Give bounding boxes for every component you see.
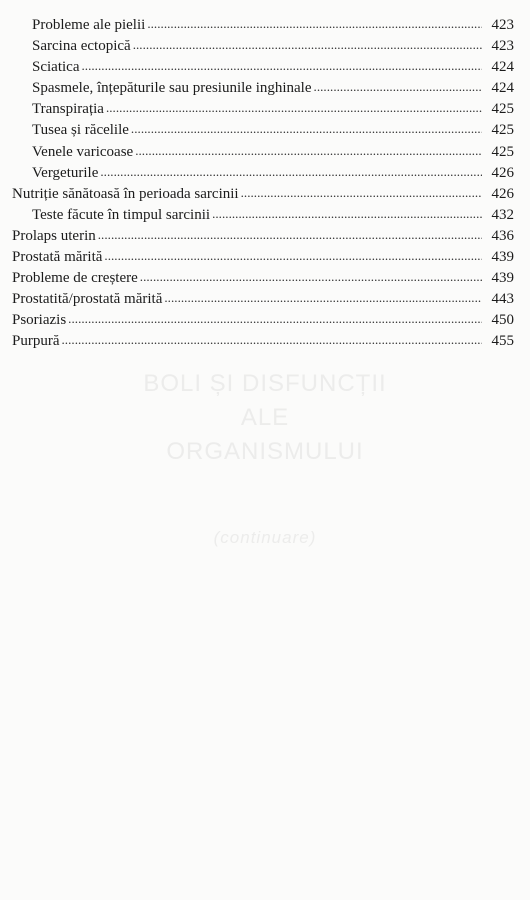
toc-entry (12, 119, 514, 140)
toc-entry-page-number: 450 (491, 312, 514, 329)
toc-entry (12, 288, 514, 309)
toc-entry-title: Spasmele, înțepăturile sau presiunile inghinale (32, 80, 312, 97)
toc-entry-title: Psoriazis (12, 312, 67, 329)
toc-entry-title: Sciatica (32, 59, 80, 76)
toc-entry-page-number: 436 (491, 227, 514, 244)
toc-entry-title: Purpură (12, 333, 60, 350)
toc-entry-title: Tusea și răcelile (32, 122, 129, 139)
toc-entry (12, 225, 514, 246)
toc-entry-page-number: 423 (491, 17, 514, 33)
toc-leader-dots (81, 55, 482, 77)
toc-leader-dots (68, 308, 482, 330)
toc-leader-dots (104, 245, 482, 267)
toc-entry-page-number: 425 (491, 143, 514, 160)
toc-entry-title: Venele varicoase (32, 143, 134, 160)
toc-entry (12, 183, 514, 204)
show-through-text: ALE (240, 404, 290, 431)
toc-entry (12, 267, 514, 288)
toc-entry-title: Teste făcute în timpul sarcinii (32, 206, 211, 223)
toc-leader-dots (164, 287, 482, 309)
toc-entry-page-number: 439 (491, 249, 514, 266)
toc-leader-dots (131, 118, 482, 140)
toc-entry (12, 77, 514, 98)
toc-leader-dots (212, 203, 482, 225)
toc-entry-page-number: 424 (491, 80, 514, 97)
toc-entry (12, 98, 514, 119)
toc-leader-dots (106, 97, 482, 119)
toc-leader-dots (241, 182, 482, 204)
toc-entry-page-number: 439 (491, 270, 514, 287)
show-through-text: BOLI ȘI DISFUNCȚII (143, 370, 387, 397)
toc-entry-title: Probleme de creștere (12, 270, 138, 287)
toc-entry (12, 204, 514, 225)
toc-entry (12, 14, 514, 35)
table-of-contents (12, 14, 514, 352)
toc-entry-title: Prostată mărită (12, 249, 103, 266)
toc-entry-title: Prolaps uterin (12, 227, 96, 244)
toc-entry-page-number: 423 (491, 38, 514, 55)
toc-entry (12, 330, 514, 351)
toc-entry-title: Vergeturile (32, 164, 99, 181)
toc-entry (12, 246, 514, 267)
toc-entry-page-number: 425 (491, 122, 514, 139)
toc-entry-page-number: 443 (491, 291, 514, 308)
toc-entry-page-number: 426 (491, 164, 514, 181)
toc-leader-dots (135, 140, 482, 162)
toc-leader-dots (140, 266, 482, 288)
toc-entry-page-number: 426 (491, 185, 514, 202)
toc-entry (12, 309, 514, 330)
toc-leader-dots (314, 76, 482, 98)
toc-entry-title: Transpirația (32, 101, 104, 118)
toc-leader-dots (133, 34, 482, 56)
toc-entry (12, 56, 514, 77)
toc-entry (12, 35, 514, 56)
show-through-text: (continuare) (213, 528, 317, 547)
toc-entry-title: Nutriție sănătoasă în perioada sarcinii (12, 185, 239, 202)
toc-entry-page-number: 425 (491, 101, 514, 118)
toc-entry-title: Prostatită/prostată mărită (12, 291, 163, 308)
toc-entry (12, 141, 514, 162)
toc-entry-page-number: 424 (491, 59, 514, 76)
toc-leader-dots (100, 161, 482, 183)
toc-entry-page-number: 432 (491, 206, 514, 223)
toc-leader-dots (98, 224, 482, 246)
show-through-text: ORGANISMULUI (166, 438, 364, 465)
toc-entry-title: Probleme ale pielii (32, 17, 146, 33)
toc-leader-dots (147, 13, 482, 35)
toc-entry-page-number: 455 (491, 333, 514, 350)
toc-entry-title: Sarcina ectopică (32, 38, 131, 55)
toc-leader-dots (62, 329, 483, 351)
toc-entry (12, 162, 514, 183)
